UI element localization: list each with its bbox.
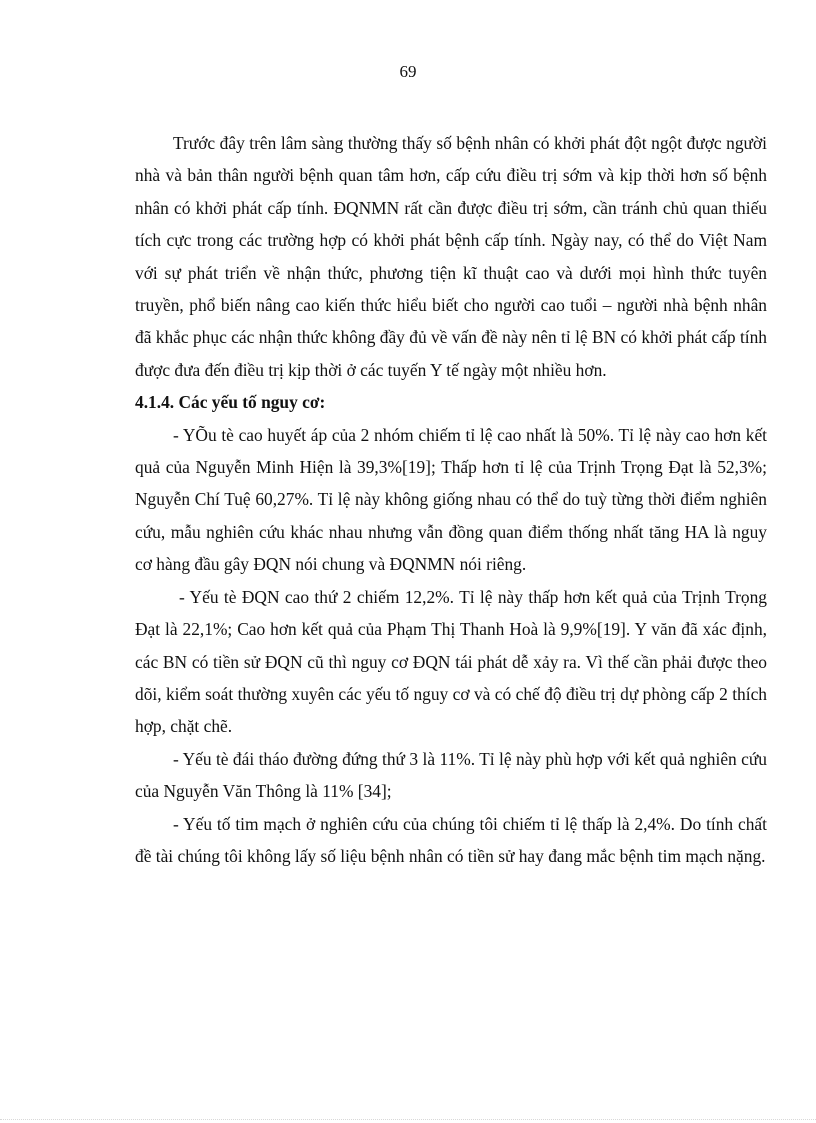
document-body	[135, 127, 767, 872]
risk-factor-hypertension: - YÕu tè cao huyết áp của 2 nhóm chiếm tỉ lệ cao nhất là 50%. Tỉ lệ này cao hơn kết quả của Nguyễn Minh Hiện là 39,3%[19]; Thấp hơn tỉ lệ của Trịnh Trọng Đạt là 52,3%; Nguyễn Chí Tuệ 60,27%. Tỉ lệ này không giống nhau có thể do tuỳ từng thời điểm nghiên cứu, mẫu nghiên cứu khác nhau nhưng vẫn đồng quan điểm thống nhất tăng HA là nguy cơ hàng đầu gây ĐQN nói chung và ĐQNMN nói riêng.	[135, 424, 767, 575]
risk-factor-prior-stroke: - Yếu tè ĐQN cao thứ 2 chiếm 12,2%. Tỉ lệ này thấp hơn kết quả của Trịnh Trọng Đạt là 22,1%; Cao hơn kết quả của Phạm Thị Thanh Hoà là 9,9%[19]. Y văn đã xác định, các BN có tiền sử ĐQN cũ thì nguy cơ ĐQN tái phát dễ xảy ra. Vì thế cần phải được theo dõi, kiểm soát thường xuyên các yếu tố nguy cơ và có chế độ điều trị dự phòng cấp 2 thích hợp, chặt chẽ.	[135, 586, 767, 737]
page-bottom-divider	[0, 1119, 816, 1120]
risk-factor-diabetes: - Yếu tè đái tháo đường đứng thứ 3 là 11%. Tỉ lệ này phù hợp với kết quả nghiên cứu của Nguyễn Văn Thông là 11% [34];	[135, 748, 767, 802]
risk-factor-cardiac: - Yếu tố tim mạch ở nghiên cứu của chúng tôi chiếm tỉ lệ thấp là 2,4%. Do tính chất đề tài chúng tôi không lấy số liệu bệnh nhân có tiền sử hay đang mắc bệnh tim mạch nặng.	[135, 813, 767, 866]
section-heading-risk-factors: 4.1.4. Các yếu tố nguy cơ:	[135, 392, 326, 413]
page-number: 69	[399, 62, 417, 81]
paragraph-clinical-onset: Trước đây trên lâm sàng thường thấy số bệnh nhân có khởi phát đột ngột được người nhà và bản thân người bệnh quan tâm hơn, cấp cứu điều trị sớm và kịp thời hơn số bệnh nhân có khởi phát cấp tính. ĐQNMN rất cần được điều trị sớm, cần tránh chủ quan thiếu tích cực trong các trường hợp có khởi phát bệnh cấp tính. Ngày nay, có thể do Việt Nam với sự phát triển về nhận thức, phương tiện kĩ thuật cao và dưới mọi hình thức tuyên truyền, phổ biến nâng cao kiến thức hiểu biết cho người cao tuổi – người nhà bệnh nhân đã khắc phục các nhận thức không đầy đủ về vấn đề này nên tỉ lệ BN có khởi phát cấp tính được đưa đến điều trị kịp thời ở các tuyến Y tế ngày một nhiều hơn.	[135, 133, 767, 380]
